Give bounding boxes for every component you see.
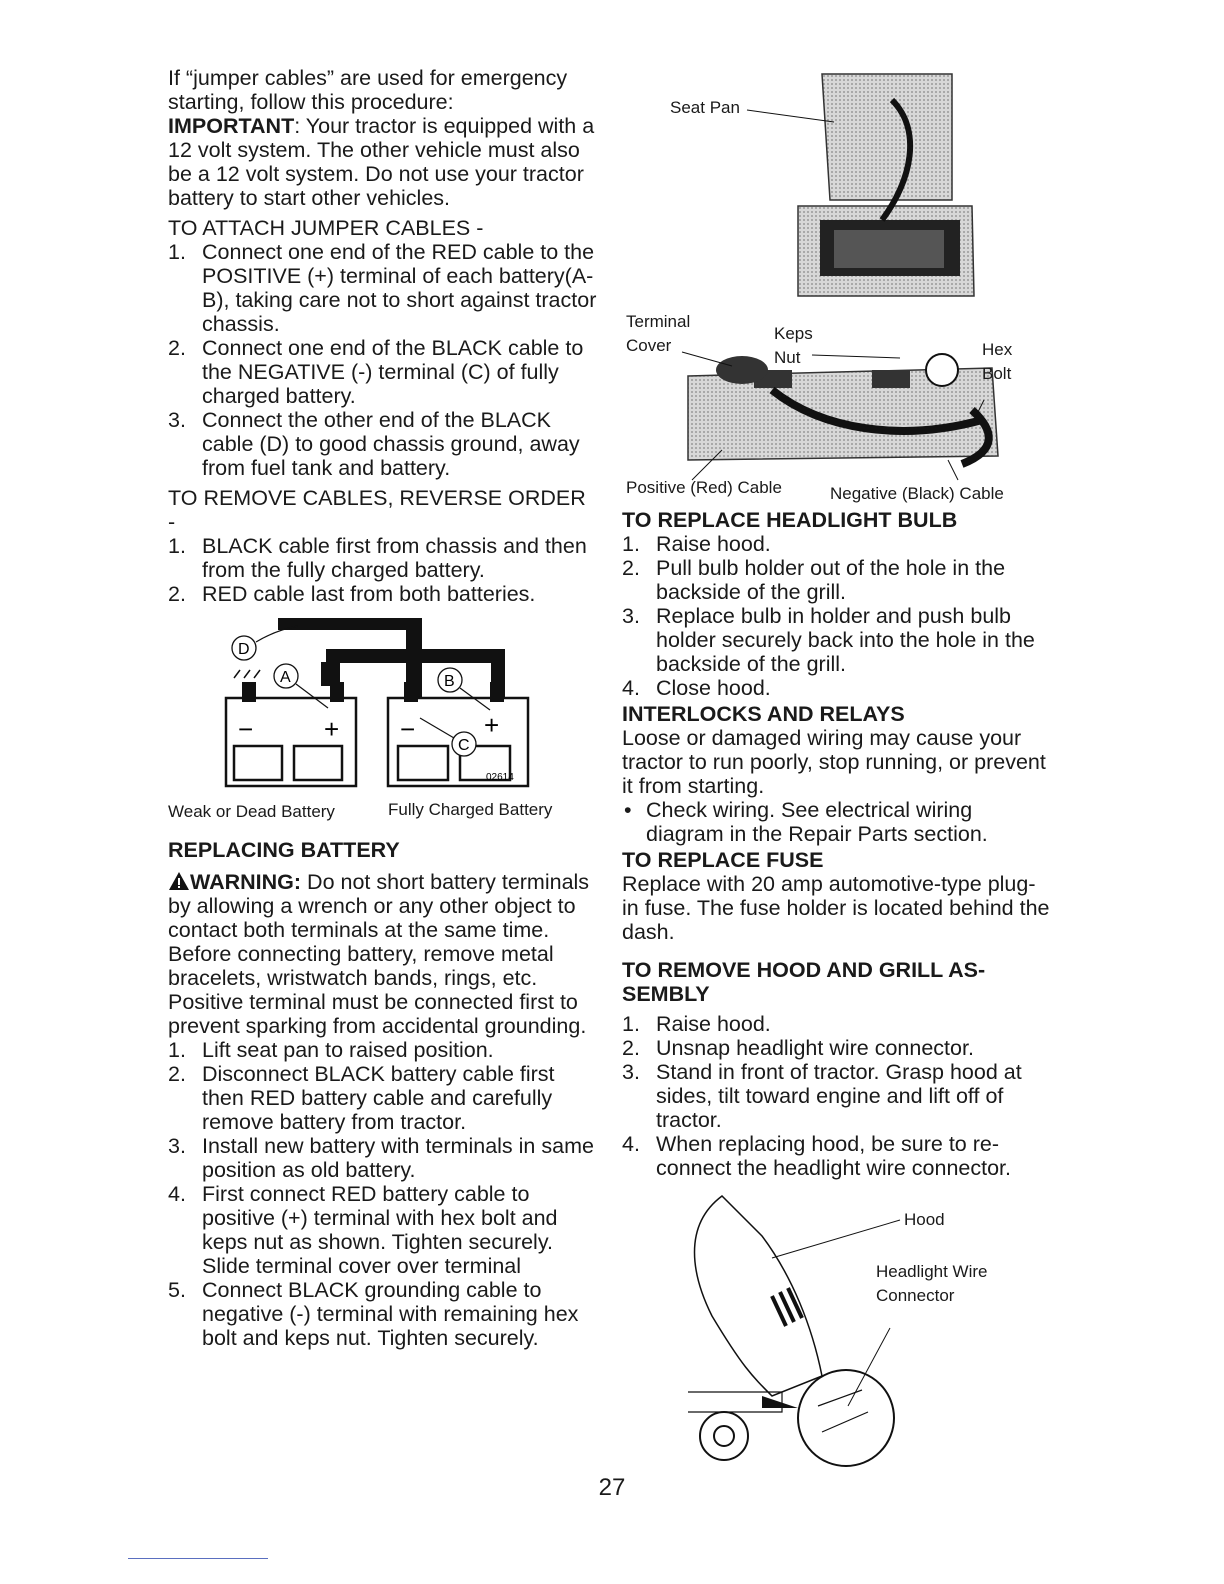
fuse-heading: TO REPLACE FUSE xyxy=(622,848,824,872)
warning-paragraph xyxy=(168,870,598,990)
jumper-diagram xyxy=(168,618,598,798)
attach-heading: TO ATTACH JUMPER CABLES - xyxy=(168,216,484,240)
interlocks-bullet: • Check wiring. See electrical wiring diagram in the Repair Parts section. xyxy=(624,798,988,846)
hood-steps xyxy=(622,1012,1052,1180)
footer-rule xyxy=(128,1558,268,1559)
important-text: : Your tractor is equipped with a 12 volt system. The other vehicle must also be a 12 volt system. Do not use your tractor battery to start other vehicles. xyxy=(168,114,595,210)
replace-step: 4. First connect RED battery cable to positive (+) terminal with hex bolt and keps nut as shown. Tighten securely. Slide terminal cover over terminal xyxy=(168,1182,558,1278)
negative-cable-label: Negative (Black) Cable xyxy=(830,484,1004,503)
seat-battery-figure xyxy=(622,70,1052,502)
hood-step: 3. Stand in front of tractor. Grasp hood at sides, tilt toward engine and lift off of tractor. xyxy=(622,1060,1022,1132)
hood-label: Hood xyxy=(904,1210,945,1229)
replace-step: 1. Lift seat pan to raised position. xyxy=(168,1038,494,1062)
remove-heading: TO REMOVE CABLES, REVERSE ORDER - xyxy=(168,486,586,534)
replace-step: 2. Disconnect BLACK battery cable first then RED battery cable and carefully remove battery from tractor. xyxy=(168,1062,555,1134)
remove-step: 2. RED cable last from both batteries. xyxy=(168,582,536,606)
hood-illustration xyxy=(622,1186,1052,1476)
warning-icon xyxy=(168,871,190,891)
attach-step: 2. Connect one end of the BLACK cable to the NEGATIVE (-) terminal (C) of fully charged battery. xyxy=(168,336,584,408)
remove-step: 1. BLACK cable first from chassis and then from the fully charged battery. xyxy=(168,534,587,582)
left-column xyxy=(168,66,598,1350)
positive-terminal-note: Positive terminal must be connected first to prevent sparking from accidental grounding. xyxy=(168,990,587,1038)
important-note xyxy=(168,114,598,210)
warning-text: Do not short battery terminals by allowing a wrench or any other object to contact both terminals at the same time. Before connecting battery, remove metal bracelets, wristwatch bands, rings, etc. xyxy=(168,870,590,990)
caption-full: Fully Charged Battery xyxy=(388,800,553,819)
headlight-step: 2. Pull bulb holder out of the hole in the backside of the grill. xyxy=(622,556,1006,604)
headlight-step: 1. Raise hood. xyxy=(622,532,771,556)
positive-cable-label: Positive (Red) Cable xyxy=(626,478,782,497)
replace-step: 3. Install new battery with terminals in same position as old battery. xyxy=(168,1134,594,1182)
headlight-connector-label: Headlight Wire Connector xyxy=(876,1262,988,1305)
hood-step: 4. When replacing hood, be sure to re-connect the headlight wire connector. xyxy=(622,1132,1011,1180)
replace-step: 5. Connect BLACK grounding cable to negative (-) terminal with remaining hex bolt and keps nut. Tighten securely. xyxy=(168,1278,579,1350)
attach-step: 3. Connect the other end of the BLACK cable (D) to good chassis ground, away from fuel tank and battery. xyxy=(168,408,580,480)
minus-weak: − xyxy=(238,714,254,744)
attach-step: 1. Connect one end of the RED cable to the POSITIVE (+) terminal of each battery(A-B), taking care not to short against tractor chassis. xyxy=(168,240,597,336)
hood-step: 2. Unsnap headlight wire connector. xyxy=(622,1036,974,1060)
headlight-step: 4. Close hood. xyxy=(622,676,771,700)
fuse-text: Replace with 20 amp automotive-type plug-in fuse. The fuse holder is located behind the dash. xyxy=(622,872,1050,944)
caption-weak: Weak or Dead Battery xyxy=(168,802,335,821)
label-c: C xyxy=(458,737,470,754)
terminal-cover-label: Terminal Cover xyxy=(626,312,691,355)
keps-nut-label: Keps Nut xyxy=(774,324,813,367)
page-number: 27 xyxy=(598,1474,626,1501)
jumper-battery-figure xyxy=(168,618,598,824)
headlight-steps xyxy=(622,532,1052,700)
seat-pan-label: Seat Pan xyxy=(670,98,740,117)
warning-label: WARNING: xyxy=(190,870,302,894)
hex-bolt-label: Hex Bolt xyxy=(982,340,1013,383)
interlocks-text: Loose or damaged wiring may cause your tractor to run poorly, stop running, or prevent it from starting. xyxy=(622,726,1046,798)
label-a: A xyxy=(280,669,291,686)
attach-steps xyxy=(168,240,598,480)
label-d: D xyxy=(238,641,250,658)
minus-full: − xyxy=(400,714,416,744)
hood-heading: TO REMOVE HOOD AND GRILL AS-SEMBLY xyxy=(622,958,986,1006)
hood-figure xyxy=(622,1186,1052,1476)
right-column xyxy=(622,70,1052,1476)
battery-captions xyxy=(168,798,598,824)
jumper-intro: If “jumper cables” are used for emergency starting, follow this procedure: xyxy=(168,66,568,114)
plus-weak: + xyxy=(324,714,340,744)
replace-steps xyxy=(168,1038,598,1350)
figure-code: 02614 xyxy=(486,772,514,783)
headlight-step: 3. Replace bulb in holder and push bulb holder securely back into the hole in the backside of the grill. xyxy=(622,604,1035,676)
interlocks-heading: INTERLOCKS AND RELAYS xyxy=(622,702,905,726)
seat-battery-illustration xyxy=(622,70,1052,502)
remove-steps xyxy=(168,534,598,606)
important-label: IMPORTANT xyxy=(168,114,295,138)
replacing-battery-heading: REPLACING BATTERY xyxy=(168,838,400,862)
hood-step: 1. Raise hood. xyxy=(622,1012,771,1036)
plus-full: + xyxy=(484,710,500,740)
label-b: B xyxy=(444,673,455,690)
headlight-heading: TO REPLACE HEADLIGHT BULB xyxy=(622,508,958,532)
